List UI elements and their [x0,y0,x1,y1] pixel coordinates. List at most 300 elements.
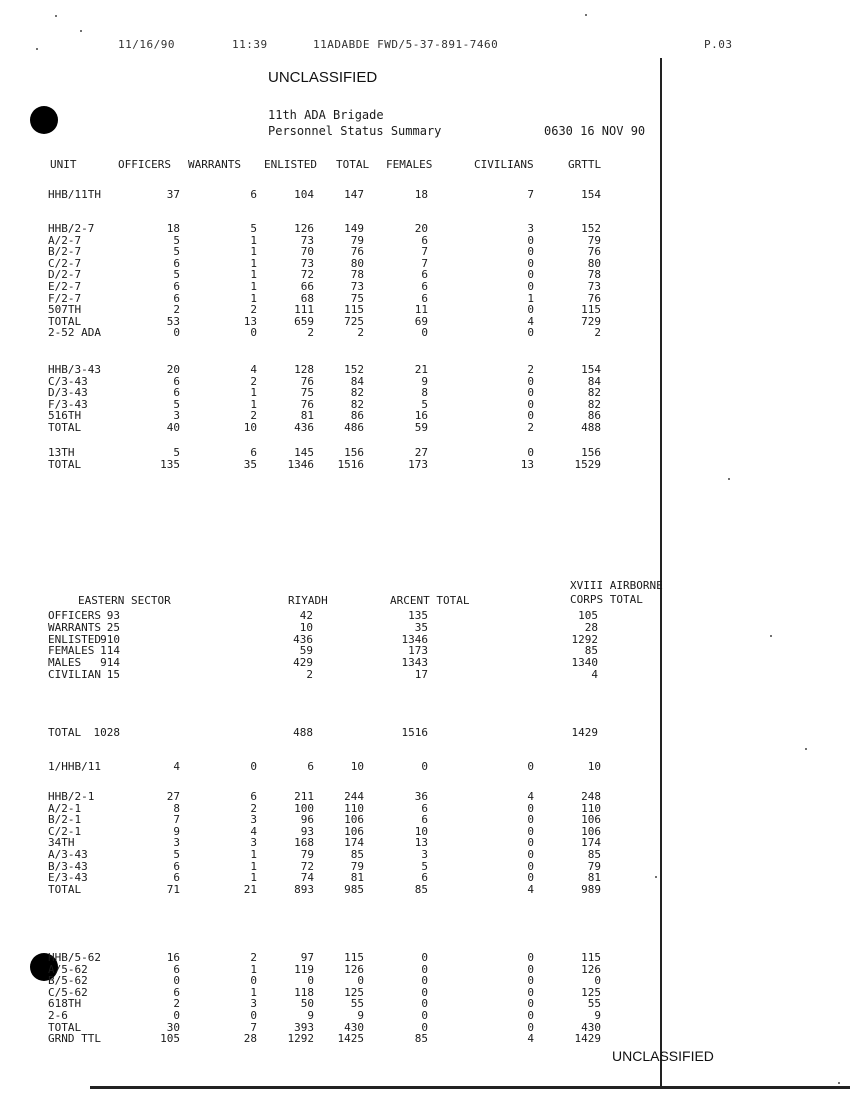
row-unit-label: 13TH [48,446,75,459]
col-header-grand-total: GRTTL [568,158,602,171]
table-cell: 211 [294,790,314,803]
table-cell: 0 [250,974,257,988]
classification-bottom: UNCLASSIFIED [612,1048,714,1064]
table-cell: 18 [414,188,428,201]
table-cell: 105 [160,1032,180,1046]
table-cell: 0 [250,760,257,773]
row-unit-label: A/5-62 [48,962,88,976]
row-unit-label: 2-6 [48,1009,68,1022]
table-cell: 82 [350,386,364,400]
row-unit-label: B/5-62 [48,974,88,988]
table-cell: 1 [250,256,257,270]
table-cell: 115 [344,303,364,317]
table-cell: 5 [173,268,180,282]
table-cell: 85 [414,882,428,896]
table-cell: 145 [294,446,314,459]
table-cell: 174 [581,836,601,850]
table-cell: 1516 [401,726,428,739]
table-cell: 393 [294,1020,314,1034]
table-cell: 0 [527,280,534,293]
table-cell: 3 [250,997,257,1011]
table-cell: 1429 [571,726,598,739]
table-cell: 5 [173,245,180,259]
table-cell: 430 [581,1020,601,1034]
scan-speck [728,478,730,480]
table-cell: 2 [527,421,534,434]
table-cell: 110 [581,801,601,815]
table-cell: 910 [100,632,120,646]
table-cell: 248 [581,790,601,803]
table-cell: 82 [587,397,601,411]
col-header-females: FEMALES [386,158,433,171]
table-cell: 115 [581,951,601,964]
row-unit-label: 507TH [48,303,82,317]
table-cell: 1425 [337,1032,364,1046]
table-cell: 85 [350,848,364,861]
table-cell: 3 [250,813,257,827]
table-cell: 1 [250,291,257,305]
table-cell: 9 [421,374,428,388]
table-cell: 0 [527,985,534,999]
table-cell: 1516 [337,457,364,471]
table-cell: 0 [173,974,180,988]
table-cell: 5 [250,222,257,235]
table-cell: 0 [527,303,534,317]
table-cell: 17 [414,668,428,681]
scan-speck [585,14,587,16]
table-cell: 2 [173,997,180,1011]
table-cell: 1346 [401,632,428,646]
table-cell: 0 [173,1009,180,1022]
table-cell: 3 [421,848,428,861]
table-cell: 80 [587,256,601,270]
row-category-label: ENLISTED [48,632,101,646]
table-cell: 6 [250,790,257,803]
row-unit-label: C/2-1 [48,824,82,838]
page-bottom-edge [90,1086,850,1089]
table-cell: 135 [160,457,180,471]
table-cell: 1028 [93,726,120,739]
table-cell: 6 [173,871,180,885]
row-category-label: FEMALES [48,644,95,658]
col-header-officers: OFFICERS [118,158,171,171]
row-unit-label: GRND TTL [48,1032,101,1046]
table-cell: 126 [294,222,314,235]
table-cell: 244 [344,790,364,803]
table-cell: 25 [106,620,120,634]
table-cell: 4 [173,760,180,773]
table-cell: 1 [250,245,257,259]
table-cell: 5 [173,848,180,861]
table-cell: 0 [527,848,534,861]
table-cell: 6 [421,871,428,885]
table-cell: 2 [527,363,534,376]
table-cell: 70 [300,245,314,259]
table-cell: 69 [414,314,428,328]
table-cell: 4 [250,824,257,838]
table-cell: 10 [350,760,364,773]
table-cell: 1292 [571,632,598,646]
table-cell: 156 [581,446,601,459]
table-cell: 13 [414,836,428,850]
table-cell: 6 [173,962,180,976]
scan-speck [36,48,38,50]
table-cell: 86 [587,409,601,423]
table-cell: 111 [294,303,314,317]
table-cell: 76 [300,374,314,388]
table-cell: 0 [527,446,534,459]
table-cell: 81 [350,871,364,885]
row-unit-label: B/2-1 [48,813,82,827]
table-cell: 0 [527,801,534,815]
table-cell: 0 [527,859,534,873]
table-cell: 93 [300,824,314,838]
table-cell: 79 [350,233,364,247]
row-unit-label: TOTAL [48,1020,82,1034]
table-cell: 128 [294,363,314,376]
table-cell: 154 [581,188,601,201]
scan-speck [805,748,807,750]
table-cell: 84 [350,374,364,388]
table-cell: 125 [581,985,601,999]
table-cell: 76 [350,245,364,259]
col-header-arcent-total: ARCENT TOTAL [390,594,470,607]
table-cell: 0 [527,256,534,270]
row-category-label: TOTAL [48,726,82,739]
table-cell: 2 [594,326,601,339]
table-cell: 4 [527,882,534,896]
table-cell: 985 [344,882,364,896]
table-cell: 6 [421,291,428,305]
row-unit-label: C/2-7 [48,256,82,270]
table-cell: 4 [591,668,598,681]
table-cell: 42 [299,609,313,622]
table-cell: 0 [527,1020,534,1034]
table-cell: 97 [300,951,314,964]
table-cell: 126 [581,962,601,976]
table-cell: 0 [527,233,534,247]
table-cell: 55 [350,997,364,1011]
row-unit-label: 1/HHB/11 [48,760,101,773]
table-cell: 9 [173,824,180,838]
table-cell: 0 [527,386,534,400]
table-cell: 126 [344,962,364,976]
table-cell: 79 [350,859,364,873]
table-cell: 6 [421,268,428,282]
table-cell: 40 [166,421,180,434]
table-cell: 72 [300,859,314,873]
scan-speck [655,876,657,878]
table-cell: 13 [520,457,534,471]
table-cell: 106 [581,813,601,827]
table-cell: 16 [414,409,428,423]
row-unit-label: HHB/11TH [48,188,101,201]
table-cell: 82 [350,397,364,411]
table-cell: 0 [527,397,534,411]
table-cell: 0 [527,951,534,964]
table-cell: 80 [350,256,364,270]
document-subtitle: Personnel Status Summary [268,124,442,138]
table-cell: 430 [344,1020,364,1034]
row-unit-label: A/2-7 [48,233,82,247]
col-header-unit: UNIT [50,158,77,171]
table-cell: 6 [173,280,180,293]
table-cell: 0 [421,326,428,339]
table-cell: 7 [250,1020,257,1034]
table-cell: 0 [527,326,534,339]
table-cell: 7 [173,813,180,827]
table-cell: 28 [243,1032,257,1046]
fax-time: 11:39 [232,38,268,51]
table-cell: 0 [527,824,534,838]
table-cell: 75 [300,386,314,400]
table-cell: 4 [527,790,534,803]
row-category-label: OFFICERS [48,609,101,622]
scan-speck [838,1082,840,1084]
fax-sender: 11ADABDE FWD/5-37-891-7460 [313,38,499,51]
table-cell: 2 [250,409,257,423]
table-cell: 105 [578,609,598,622]
table-cell: 86 [350,409,364,423]
table-cell: 0 [527,974,534,988]
table-cell: 2 [250,303,257,317]
table-cell: 16 [166,951,180,964]
table-cell: 74 [300,871,314,885]
table-cell: 173 [408,457,428,471]
table-cell: 76 [300,397,314,411]
table-cell: 4 [527,1032,534,1046]
table-cell: 30 [166,1020,180,1034]
table-cell: 0 [527,409,534,423]
table-cell: 84 [587,374,601,388]
table-cell: 0 [527,871,534,885]
table-cell: 100 [294,801,314,815]
table-cell: 6 [250,446,257,459]
row-unit-label: F/3-43 [48,397,88,411]
row-category-label: CIVILIAN [48,668,101,681]
table-cell: 53 [166,314,180,328]
table-cell: 115 [344,951,364,964]
table-cell: 4 [527,314,534,328]
row-unit-label: TOTAL [48,882,82,896]
table-cell: 5 [173,446,180,459]
table-cell: 5 [421,859,428,873]
table-cell: 78 [350,268,364,282]
table-cell: 59 [414,421,428,434]
table-cell: 135 [408,609,428,622]
table-cell: 114 [100,644,120,658]
table-cell: 147 [344,188,364,201]
row-unit-label: 2-52 ADA [48,326,101,339]
table-cell: 2 [306,668,313,681]
table-cell: 71 [166,882,180,896]
table-cell: 1346 [287,457,314,471]
table-cell: 174 [344,836,364,850]
row-unit-label: A/3-43 [48,848,88,861]
table-cell: 989 [581,882,601,896]
table-cell: 10 [299,620,313,634]
date-time-group: 0630 16 NOV 90 [544,124,646,138]
table-cell: 8 [173,801,180,815]
table-cell: 6 [421,813,428,827]
table-cell: 78 [587,268,601,282]
scan-speck [770,635,772,637]
table-cell: 76 [587,291,601,305]
table-cell: 35 [243,457,257,471]
table-cell: 50 [300,997,314,1011]
table-cell: 173 [408,644,428,658]
row-unit-label: C/5-62 [48,985,88,999]
table-cell: 11 [414,303,428,317]
table-cell: 1529 [574,457,601,471]
row-unit-label: B/2-7 [48,245,82,259]
table-cell: 1 [250,386,257,400]
table-cell: 1 [250,397,257,411]
table-cell: 1340 [571,656,598,670]
table-cell: 85 [587,848,601,861]
table-cell: 0 [527,760,534,773]
table-cell: 729 [581,314,601,328]
row-unit-label: 516TH [48,409,82,423]
table-cell: 20 [414,222,428,235]
table-cell: 75 [350,291,364,305]
table-cell: 0 [527,374,534,388]
table-cell: 6 [421,801,428,815]
row-unit-label: HHB/2-1 [48,790,95,803]
table-cell: 1 [250,962,257,976]
table-cell: 21 [243,882,257,896]
table-cell: 0 [421,962,428,976]
table-cell: 0 [594,974,601,988]
table-cell: 659 [294,314,314,328]
table-cell: 0 [421,997,428,1011]
row-unit-label: E/3-43 [48,871,88,885]
col-header-civilians: CIVILIANS [474,158,534,171]
table-cell: 2 [307,326,314,339]
table-cell: 1 [250,859,257,873]
table-cell: 106 [581,824,601,838]
table-cell: 0 [527,997,534,1011]
row-unit-label: 34TH [48,836,75,850]
table-cell: 2 [250,801,257,815]
table-cell: 125 [344,985,364,999]
table-cell: 1 [250,985,257,999]
table-cell: 6 [421,280,428,293]
table-cell: 20 [166,363,180,376]
table-cell: 0 [250,1009,257,1022]
table-cell: 59 [299,644,313,658]
table-cell: 1429 [574,1032,601,1046]
table-cell: 0 [527,268,534,282]
table-cell: 55 [587,997,601,1011]
table-cell: 27 [414,446,428,459]
table-cell: 85 [584,644,598,658]
table-cell: 73 [300,233,314,247]
table-cell: 72 [300,268,314,282]
table-cell: 0 [307,974,314,988]
table-cell: 79 [587,859,601,873]
table-cell: 1 [250,871,257,885]
table-cell: 76 [587,245,601,259]
table-cell: 5 [173,397,180,411]
table-cell: 0 [173,326,180,339]
table-cell: 488 [581,421,601,434]
table-cell: 2 [250,951,257,964]
table-cell: 6 [307,760,314,773]
row-unit-label: TOTAL [48,421,82,434]
table-cell: 21 [414,363,428,376]
row-unit-label: B/3-43 [48,859,88,873]
fax-date: 11/16/90 [118,38,175,51]
table-cell: 0 [527,1009,534,1022]
table-cell: 486 [344,421,364,434]
classification-top: UNCLASSIFIED [268,69,378,86]
table-cell: 7 [421,245,428,259]
table-cell: 1 [250,233,257,247]
table-cell: 96 [300,813,314,827]
table-cell: 73 [300,256,314,270]
col-header-xviii-airborne: XVIII AIRBORNE [570,579,663,592]
table-cell: 2 [357,326,364,339]
table-cell: 6 [173,859,180,873]
unit-title: 11th ADA Brigade [268,108,384,122]
table-cell: 4 [250,363,257,376]
table-cell: 436 [293,632,313,646]
table-cell: 7 [421,256,428,270]
table-cell: 0 [421,974,428,988]
table-cell: 27 [166,790,180,803]
table-cell: 1 [250,268,257,282]
table-cell: 0 [527,813,534,827]
table-cell: 8 [421,386,428,400]
table-cell: 66 [300,280,314,293]
scan-speck [80,30,82,32]
table-cell: 3 [527,222,534,235]
table-cell: 1343 [401,656,428,670]
table-cell: 93 [106,609,120,622]
row-unit-label: A/2-1 [48,801,82,815]
table-cell: 152 [344,363,364,376]
table-cell: 0 [421,1009,428,1022]
table-cell: 35 [414,620,428,634]
table-cell: 68 [300,291,314,305]
table-cell: 168 [294,836,314,850]
table-cell: 28 [584,620,598,634]
row-unit-label: TOTAL [48,314,82,328]
table-cell: 0 [527,962,534,976]
scan-speck [55,15,57,17]
table-cell: 6 [173,374,180,388]
table-cell: 152 [581,222,601,235]
table-cell: 36 [414,790,428,803]
table-cell: 10 [414,824,428,838]
table-cell: 6 [173,256,180,270]
row-unit-label: C/3-43 [48,374,88,388]
table-cell: 3 [173,409,180,423]
table-cell: 1 [250,280,257,293]
table-cell: 725 [344,314,364,328]
table-cell: 429 [293,656,313,670]
table-cell: 2 [173,303,180,317]
row-unit-label: D/2-7 [48,268,82,282]
table-cell: 3 [250,836,257,850]
table-cell: 73 [587,280,601,293]
page-edge-line [660,58,662,1088]
table-cell: 15 [106,668,120,681]
table-cell: 0 [421,760,428,773]
table-cell: 154 [581,363,601,376]
table-cell: 85 [414,1032,428,1046]
